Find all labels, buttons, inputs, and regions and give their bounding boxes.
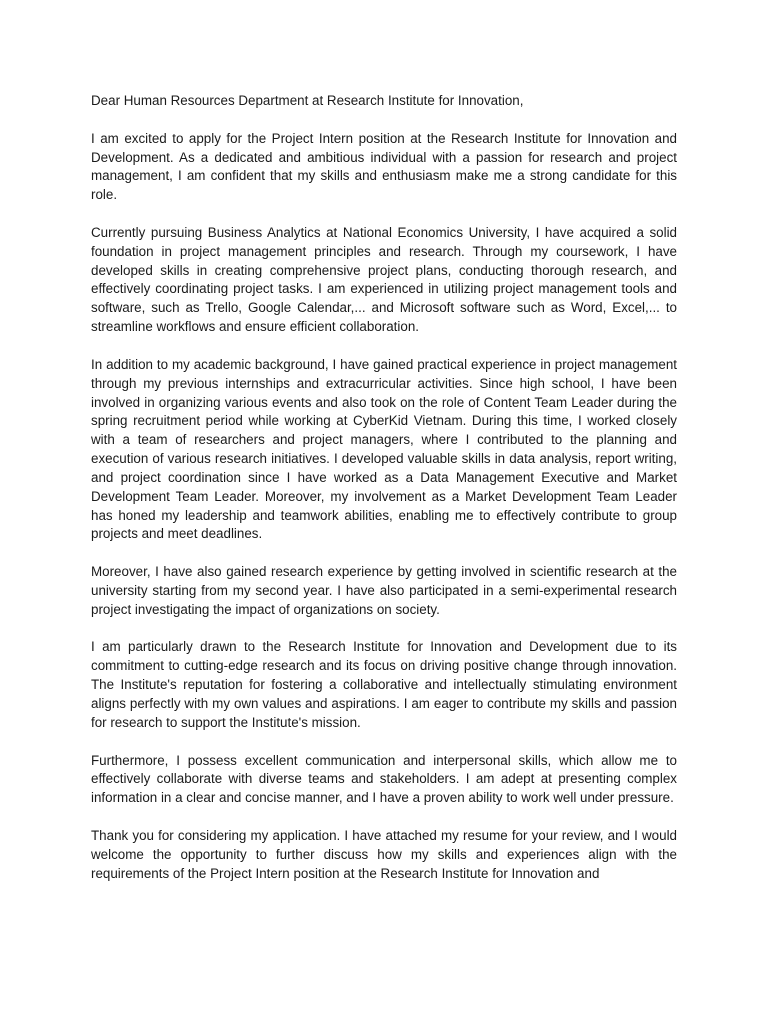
paragraph-closing: Thank you for considering my application. I have attached my resume for your review, and I would welcome the opportunity to further discuss how my skills and experiences align with the requirements of the Project Intern position at the Research Institute for Innovation and [91, 827, 677, 881]
paragraph-research: Moreover, I have also gained research experience by getting involved in scientific research at the university starting from my second year. I have also participated in a semi-experimental research project investigating the impact of organizations on society. [91, 564, 677, 617]
paragraph-experience: In addition to my academic background, I have gained practical experience in project management through my previous internships and extracurricular activities. Since high school, I have been involved in organizing various events and also took on the role of Content Team Leader during the spring recruitment period while working at CyberKid Vietnam. During this time, I worked closely with a team of researchers and project managers, where I contributed to the planning and execution of various research initiatives. I developed valuable skills in data analysis, report writing, and project coordination since I have worked as a Data Management Executive and Market Development Team Leader. Moreover, my involvement as a Market Development Team Leader has honed my leadership and teamwork abilities, enabling me to effectively contribute to group projects and meet deadlines. [91, 356, 677, 542]
paragraph-skills: Furthermore, I possess excellent communication and interpersonal skills, which allow me to effectively collaborate with diverse teams and stakeholders. I am adept at presenting complex information in a clear and concise manner, and I have a proven ability to work well under pressure. [91, 752, 677, 806]
paragraph-education: Currently pursuing Business Analytics at National Economics University, I have acquired a solid foundation in project management principles and research. Through my coursework, I have developed skills in creating comprehensive project plans, conducting thorough research, and effectively coordinating project tasks. I am experienced in utilizing project management tools and software, such as Trello, Google Calendar,... and Microsoft software such as Word, Excel,... to streamline workflows and ensure efficient collaboration. [91, 224, 677, 335]
salutation: Dear Human Resources Department at Research Institute for Innovation, [91, 93, 524, 108]
cover-letter [91, 92, 677, 883]
paragraph-motivation: I am particularly drawn to the Research Institute for Innovation and Development due to its commitment to cutting-edge research and its focus on driving positive change through innovation. The Institute's reputation for fostering a collaborative and intellectually stimulating environment aligns perfectly with my own values and aspirations. I am eager to contribute my skills and passion for research to support the Institute's mission. [91, 639, 677, 730]
paragraph-intro: I am excited to apply for the Project Intern position at the Research Institute for Innovation and Development. As a dedicated and ambitious individual with a passion for research and project management, I am confident that my skills and enthusiasm make me a strong candidate for this role. [91, 130, 677, 203]
